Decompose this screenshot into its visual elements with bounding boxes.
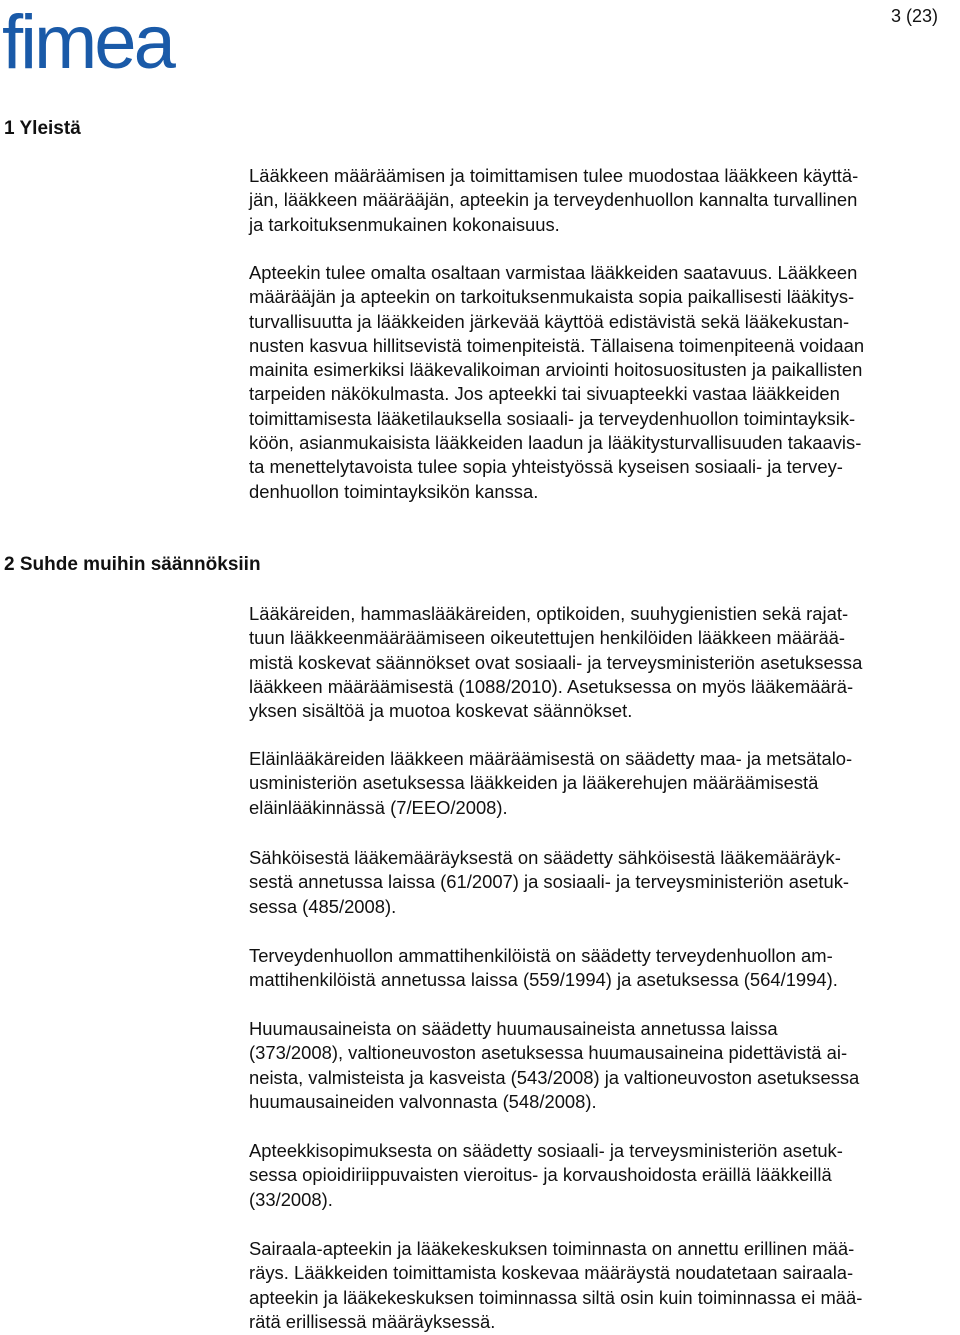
fimea-logo-svg	[2, 2, 212, 74]
paragraph: Apteekkisopimuksesta on säädetty sosiaali- ja terveysministeriön asetuk- sessa opioidiriippuvaisten vieroitus- ja korvaushoidosta eräillä lääkkeillä (33/2008).	[249, 1140, 843, 1210]
section-heading-yleista: 1 Yleistä	[4, 118, 81, 139]
logo-wordmark: fimea	[2, 2, 173, 74]
paragraph: Lääkäreiden, hammaslääkäreiden, optikoiden, suuhygienistien sekä rajat- tuun lääkkeenmääräämiseen oikeutettujen henkilöiden lääkkeen määrää- mistä koskevat säännökset ovat sosiaali- ja terveysministeriön asetuksessa lääkkeen määräämisestä (1088/2010). Asetuksessa on myös lääkemäärä- yksen sisältöä ja muotoa koskevat säännökset.	[249, 603, 863, 722]
page-number: 3 (23)	[890, 6, 938, 26]
paragraph: Lääkkeen määräämisen ja toimittamisen tulee muodostaa lääkkeen käyttä- jän, lääkkeen määrääjän, apteekin ja terveydenhuollon kannalta turvallinen ja tarkoituksenmukainen kokonaisuus.	[249, 165, 859, 235]
paragraph: Sähköisestä lääkemääräyksestä on säädetty sähköisestä lääkemääräyk- sestä annetussa laissa (61/2007) ja sosiaali- ja terveysministeriön asetuk- sessa (485/2008).	[249, 847, 850, 917]
paragraph: Huumausaineista on säädetty huumausaineista annetussa laissa (373/2008), valtioneuvoston asetuksessa huumausaineina pidettävistä ai- neista, valmisteista ja kasveista (543/2008) ja valtioneuvoston asetuksessa huumausaineiden valvonnasta (548/2008).	[249, 1018, 860, 1112]
paragraph: Terveydenhuollon ammattihenkilöistä on säädetty terveydenhuollon am- mattihenkilöistä annetussa laissa (559/1994) ja asetuksessa (564/1994).	[249, 945, 838, 991]
paragraph: Sairaala-apteekin ja lääkekeskuksen toiminnasta on annettu erillinen mää- räys. Lääkkeiden toimittamista koskevaa määräystä noudatetaan sairaala- apteekin ja lääkekeskuksen toiminnassa siltä osin kuin toiminnassa ei mää- rätä erillisessä määräyksessä.	[249, 1238, 863, 1332]
section-heading-suhde-muihin-saannoksiin: 2 Suhde muihin säännöksiin	[4, 554, 261, 575]
paragraph: Eläinlääkäreiden lääkkeen määräämisestä on säädetty maa- ja metsätalo- usministeriön asetuksessa lääkkeiden ja lääkerehujen määräämisestä eläinlääkinnässä (7/EEO/2008).	[249, 748, 853, 818]
paragraph: Apteekin tulee omalta osaltaan varmistaa lääkkeiden saatavuus. Lääkkeen määrääjän ja apteekin on tarkoituksenmukaista sopia paikallisesti lääkitys- turvallisuutta ja lääkkeiden järkevää käyttöä edistävistä sekä lääkekustan- nusten kasvua hillitsevistä toimenpiteistä. Tällaisena toimenpiteenä voidaan mainita esimerkiksi lääkevalikoiman arviointi hoitosuositusten ja paikallisten tarpeiden näkökulmasta. Jos apteekki tai sivuapteekki vastaa lääkkeiden toimittamisesta lääketilauksella sosiaali- ja terveydenhuollon toimintayksik- köön, asianmukaisista lääkkeiden laadun ja lääkitysturvallisuuden takaavis- ta menettelytavoista tulee sopia yhteistyössä kyseisen sosiaali- ja tervey- denhuollon toimintayksikön kanssa.	[249, 262, 865, 502]
fimea-logo	[2, 2, 212, 74]
